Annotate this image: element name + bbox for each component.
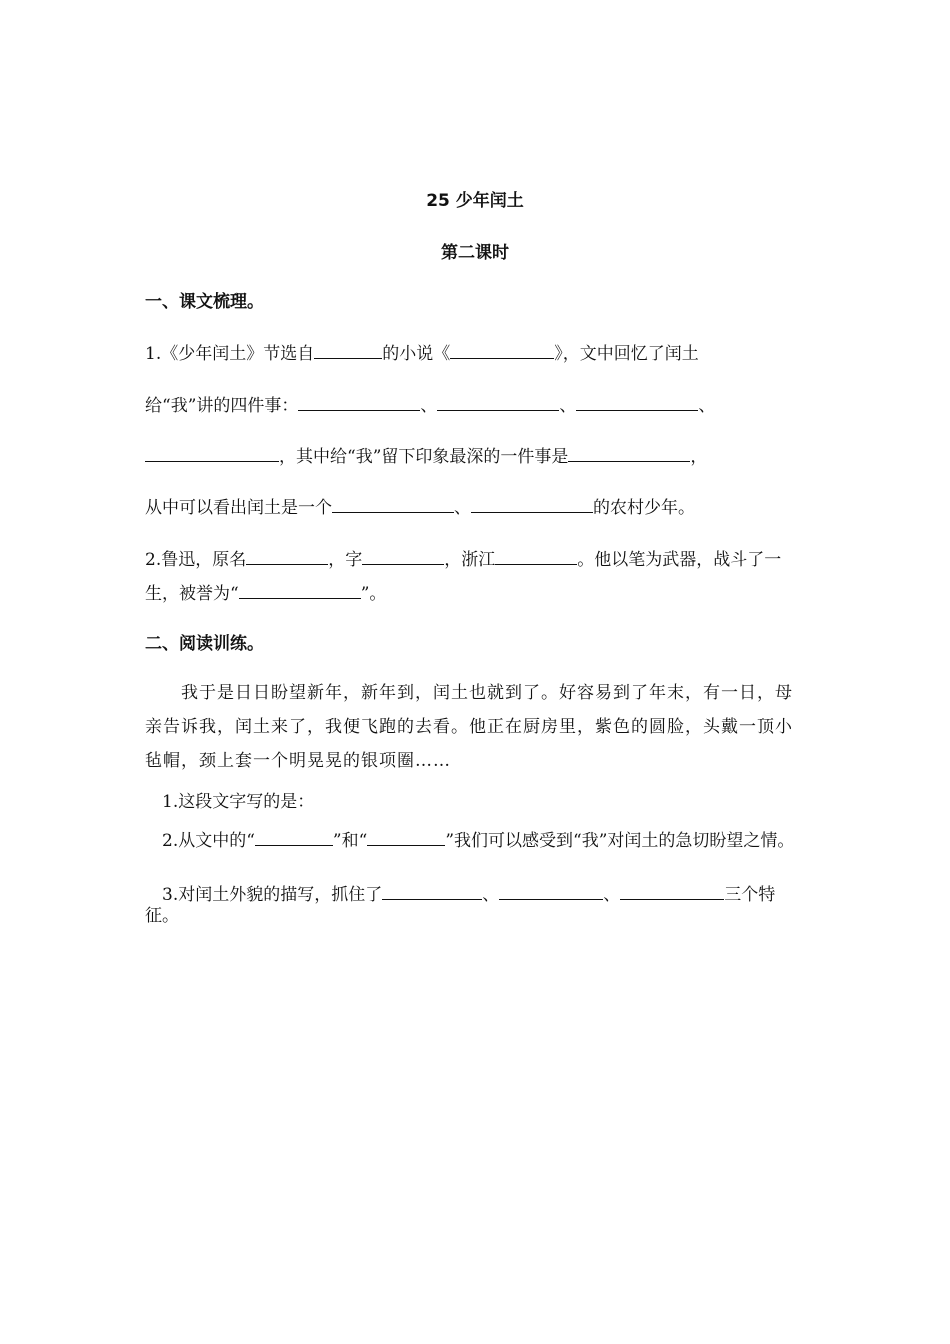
blank-phrase-1[interactable] bbox=[255, 827, 333, 846]
blank-honor-title[interactable] bbox=[239, 580, 361, 599]
blank-trait-1[interactable] bbox=[332, 494, 454, 513]
blank-deepest-event[interactable] bbox=[568, 443, 690, 462]
blank-phrase-2[interactable] bbox=[367, 827, 445, 846]
question-1-line-1: 1.《少年闰土》节选自 的小说《 》，文中回忆了闰土 bbox=[145, 340, 699, 366]
blank-trait-2[interactable] bbox=[471, 494, 593, 513]
blank-event-2[interactable] bbox=[437, 392, 559, 411]
blank-feature-3[interactable] bbox=[620, 881, 724, 900]
blank-hometown[interactable] bbox=[495, 546, 577, 565]
question-2-line-1: 2.鲁迅，原名 ，字 ，浙江 。他以笔为武器，战斗了一 bbox=[145, 546, 781, 572]
question-2-line-2: 生，被誉为“ ”。 bbox=[145, 580, 386, 606]
question-1-line-2: 给“我”讲的四件事： 、 、 、 bbox=[145, 392, 715, 418]
blank-event-1[interactable] bbox=[298, 392, 420, 411]
blank-courtesy-name[interactable] bbox=[362, 546, 444, 565]
question-1-line-4: 从中可以看出闰土是一个 、 的农村少年。 bbox=[145, 494, 695, 520]
section-heading-1: 一、课文梳理。 bbox=[145, 292, 264, 312]
blank-original-name[interactable] bbox=[246, 546, 328, 565]
reading-question-2: 2.从文中的“ ”和“ ”我们可以感受到“我”对闰土的急切盼望之情。 bbox=[145, 827, 807, 852]
reading-question-3: 3.对闰土外貌的描写，抓住了 、 、 三个特征。 bbox=[145, 881, 807, 927]
lesson-title: 25 少年闰土 bbox=[426, 191, 524, 211]
reading-passage: 我于是日日盼望新年，新年到，闰土也就到了。好容易到了年末，有一日，母亲告诉我，闰土来了，我便飞跑的去看。他正在厨房里，紫色的圆脸，头戴一顶小毡帽，颈上套一个明晃晃的银项圈…… bbox=[145, 683, 793, 771]
lesson-subtitle: 第二课时 bbox=[441, 243, 509, 263]
blank-feature-2[interactable] bbox=[499, 881, 603, 900]
blank-novel-title[interactable] bbox=[450, 340, 554, 359]
blank-feature-1[interactable] bbox=[382, 881, 482, 900]
blank-author[interactable] bbox=[314, 340, 382, 359]
reading-question-1: 1.这段文字写的是： bbox=[162, 792, 315, 812]
blank-event-3[interactable] bbox=[576, 392, 698, 411]
section-heading-2: 二、阅读训练。 bbox=[145, 634, 264, 654]
question-1-line-3: ，其中给“我”留下印象最深的一件事是 ， bbox=[145, 443, 707, 469]
blank-event-4[interactable] bbox=[145, 443, 279, 462]
